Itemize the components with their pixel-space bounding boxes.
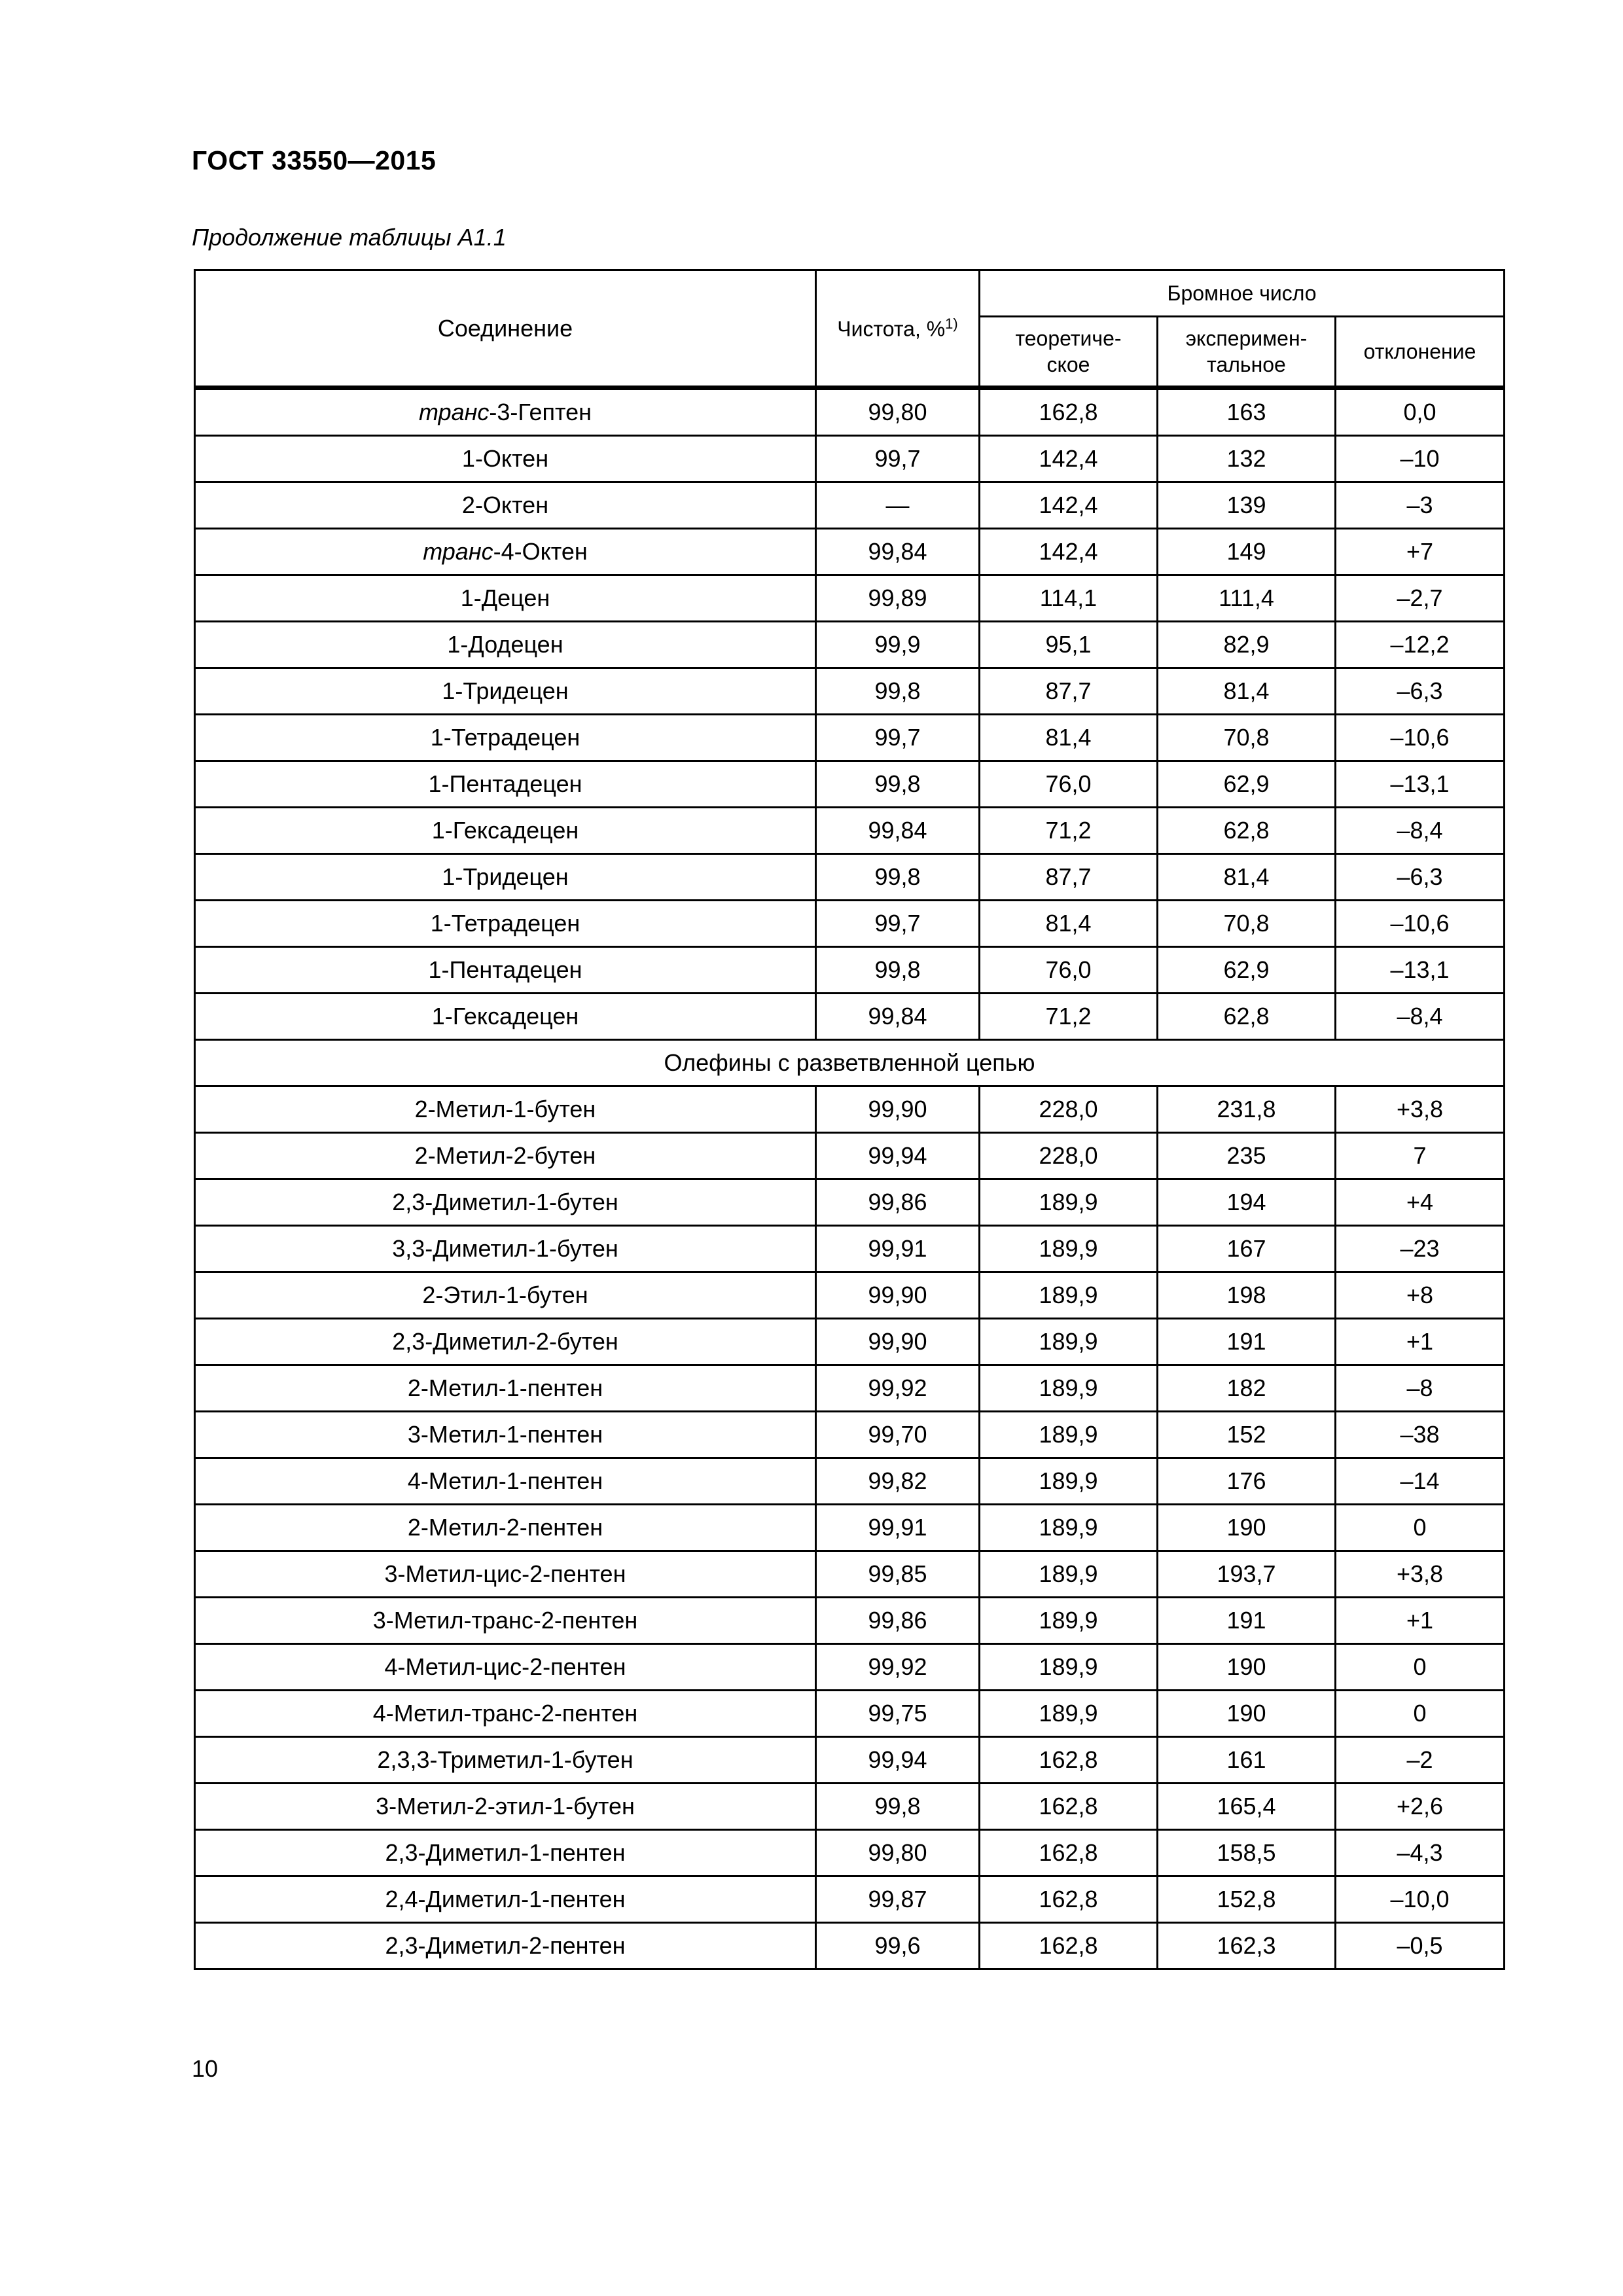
compound-label: 1-Пентадецен (428, 770, 582, 797)
theoretical-cell: 162,8 (980, 1737, 1158, 1784)
purity-cell: 99,90 (816, 1086, 980, 1133)
compound-name (195, 901, 816, 947)
experimental-cell: 194 (1158, 1179, 1336, 1226)
deviation-cell: +8 (1336, 1272, 1505, 1319)
compound-name (195, 622, 816, 668)
compound-label: 1-Тетрадецен (430, 910, 580, 937)
theoretical-cell: 189,9 (980, 1598, 1158, 1644)
table-row (195, 761, 1505, 808)
compound-name (195, 854, 816, 901)
isomer-prefix: транс (418, 399, 490, 425)
deviation-cell: –2,7 (1336, 575, 1505, 622)
compound-name: 4-Метил-цис-2-пентен (195, 1644, 816, 1691)
compound-label: 2-Октен (461, 492, 549, 518)
deviation-cell: +2,6 (1336, 1784, 1505, 1830)
theoretical-cell: 142,4 (980, 529, 1158, 575)
table-row (195, 388, 1505, 436)
page-number: 10 (192, 2055, 219, 2082)
purity-cell: 99,7 (816, 436, 980, 482)
experimental-cell: 235 (1158, 1133, 1336, 1179)
theoretical-cell: 189,9 (980, 1551, 1158, 1598)
theoretical-cell: 189,9 (980, 1365, 1158, 1412)
deviation-cell: –10,6 (1336, 715, 1505, 761)
table-row (195, 1598, 1505, 1644)
compound-name: 4-Метил-1-пентен (195, 1458, 816, 1505)
compound-label: 1-Тридецен (442, 863, 569, 890)
purity-cell: 99,89 (816, 575, 980, 622)
experimental-cell: 231,8 (1158, 1086, 1336, 1133)
table-row (195, 1226, 1505, 1272)
deviation-cell: 0,0 (1336, 388, 1505, 436)
compound-name: 2-Метил-2-пентен (195, 1505, 816, 1551)
deviation-cell: –8,4 (1336, 808, 1505, 854)
isomer-prefix: транс (423, 538, 493, 565)
experimental-cell: 191 (1158, 1598, 1336, 1644)
purity-cell: 99,8 (816, 947, 980, 994)
col-header-purity: Чистота, %$^{1)}$ (816, 270, 980, 388)
compound-name: 2,3-Диметил-2-бутен (195, 1319, 816, 1365)
compound-name (195, 715, 816, 761)
compound-name: 2-Этил-1-бутен (195, 1272, 816, 1319)
purity-cell: 99,8 (816, 854, 980, 901)
table-row (195, 994, 1505, 1040)
compound-label: 1-Тетрадецен (430, 724, 580, 751)
compound-name: 2-Метил-1-пентен (195, 1365, 816, 1412)
purity-cell: 99,80 (816, 388, 980, 436)
theoretical-cell: 76,0 (980, 947, 1158, 994)
compound-label: 1-Гексадецен (431, 817, 579, 844)
compound-label: 1-Децен (460, 584, 550, 611)
table-row (195, 575, 1505, 622)
bromine-number-table (194, 269, 1505, 1970)
theoretical-cell: 162,8 (980, 1876, 1158, 1923)
experimental-cell: 165,4 (1158, 1784, 1336, 1830)
compound-name (195, 808, 816, 854)
table-row (195, 1551, 1505, 1598)
experimental-cell: 161 (1158, 1737, 1336, 1784)
purity-cell: 99,6 (816, 1923, 980, 1969)
purity-cell: 99,7 (816, 715, 980, 761)
purity-cell: 99,75 (816, 1691, 980, 1737)
theoretical-cell: 228,0 (980, 1086, 1158, 1133)
experimental-cell: 162,3 (1158, 1923, 1336, 1969)
experimental-cell: 182 (1158, 1365, 1336, 1412)
experimental-cell: 149 (1158, 529, 1336, 575)
deviation-cell: +4 (1336, 1179, 1505, 1226)
purity-cell: 99,91 (816, 1226, 980, 1272)
deviation-cell: +7 (1336, 529, 1505, 575)
theoretical-cell: 189,9 (980, 1505, 1158, 1551)
col-header-deviation: отклонение (1336, 317, 1505, 388)
table-row (195, 1319, 1505, 1365)
purity-cell: 99,8 (816, 668, 980, 715)
theoretical-cell: 189,9 (980, 1179, 1158, 1226)
deviation-cell: –13,1 (1336, 947, 1505, 994)
table-row (195, 1784, 1505, 1830)
compound-label: 1-Гексадецен (431, 1003, 579, 1030)
purity-cell: 99,90 (816, 1319, 980, 1365)
purity-cell: 99,82 (816, 1458, 980, 1505)
deviation-cell: –6,3 (1336, 668, 1505, 715)
purity-cell: 99,84 (816, 994, 980, 1040)
table-row (195, 1365, 1505, 1412)
purity-cell: 99,92 (816, 1365, 980, 1412)
purity-cell: 99,90 (816, 1272, 980, 1319)
compound-label: 1-Пентадецен (428, 956, 582, 983)
deviation-cell: –8,4 (1336, 994, 1505, 1040)
compound-name: 2,3-Диметил-1-бутен (195, 1179, 816, 1226)
theoretical-cell: 76,0 (980, 761, 1158, 808)
deviation-cell: 0 (1336, 1691, 1505, 1737)
compound-name: 2,3-Диметил-1-пентен (195, 1830, 816, 1876)
col-header-compound: Соединение (195, 270, 816, 388)
compound-name: 2,3,3-Триметил-1-бутен (195, 1737, 816, 1784)
table-row (195, 854, 1505, 901)
experimental-cell: 191 (1158, 1319, 1336, 1365)
experimental-cell: 152,8 (1158, 1876, 1336, 1923)
table-row (195, 1691, 1505, 1737)
theoretical-cell: 71,2 (980, 808, 1158, 854)
table-row (195, 1923, 1505, 1969)
deviation-cell: 0 (1336, 1644, 1505, 1691)
theoretical-cell: 189,9 (980, 1319, 1158, 1365)
theoretical-cell: 189,9 (980, 1458, 1158, 1505)
footnote-marker: 1) (945, 315, 958, 332)
table-row (195, 715, 1505, 761)
purity-cell: 99,80 (816, 1830, 980, 1876)
table-row (195, 622, 1505, 668)
compound-name: 3-Метил-цис-2-пентен (195, 1551, 816, 1598)
theoretical-cell: 114,1 (980, 575, 1158, 622)
deviation-cell: –14 (1336, 1458, 1505, 1505)
table-row (195, 1737, 1505, 1784)
deviation-cell: –2 (1336, 1737, 1505, 1784)
compound-name (195, 947, 816, 994)
theoretical-cell: 162,8 (980, 1784, 1158, 1830)
theoretical-cell: 81,4 (980, 901, 1158, 947)
section-heading: Олефины с разветвленной цепью (195, 1040, 1505, 1086)
table-row (195, 529, 1505, 575)
document-header: ГОСТ 33550—2015 (192, 145, 437, 175)
col-header-theoretical: теоретиче- ское (980, 317, 1158, 388)
purity-cell: 99,70 (816, 1412, 980, 1458)
compound-name (195, 436, 816, 482)
compound-label: -4-Октен (493, 538, 588, 565)
purity-cell: 99,94 (816, 1737, 980, 1784)
table-row (195, 1458, 1505, 1505)
compound-name: 2-Метил-1-бутен (195, 1086, 816, 1133)
experimental-cell: 81,4 (1158, 668, 1336, 715)
theoretical-cell: 142,4 (980, 482, 1158, 529)
table-row (195, 1133, 1505, 1179)
table-row (195, 947, 1505, 994)
table-row (195, 1644, 1505, 1691)
compound-name (195, 388, 816, 436)
deviation-cell: 7 (1336, 1133, 1505, 1179)
theoretical-cell: 162,8 (980, 1923, 1158, 1969)
compound-name (195, 668, 816, 715)
compound-name (195, 994, 816, 1040)
deviation-cell: –6,3 (1336, 854, 1505, 901)
table-row (195, 1272, 1505, 1319)
compound-label: 1-Тридецен (442, 677, 569, 704)
table-row (195, 808, 1505, 854)
theoretical-cell: 142,4 (980, 436, 1158, 482)
col-header-experimental: эксперимен- тальное (1158, 317, 1336, 388)
compound-name: 3-Метил-1-пентен (195, 1412, 816, 1458)
theoretical-cell: 189,9 (980, 1412, 1158, 1458)
compound-name: 4-Метил-транс-2-пентен (195, 1691, 816, 1737)
deviation-cell: –3 (1336, 482, 1505, 529)
theoretical-cell: 87,7 (980, 668, 1158, 715)
table-body (195, 388, 1505, 1969)
experimental-cell: 139 (1158, 482, 1336, 529)
table-row (195, 1086, 1505, 1133)
theoretical-cell: 189,9 (980, 1226, 1158, 1272)
table-row (195, 668, 1505, 715)
purity-cell: 99,85 (816, 1551, 980, 1598)
experimental-cell: 81,4 (1158, 854, 1336, 901)
purity-cell: 99,94 (816, 1133, 980, 1179)
deviation-cell: –10 (1336, 436, 1505, 482)
experimental-cell: 190 (1158, 1644, 1336, 1691)
deviation-cell: –23 (1336, 1226, 1505, 1272)
deviation-cell: +3,8 (1336, 1086, 1505, 1133)
purity-cell: 99,92 (816, 1644, 980, 1691)
purity-cell: 99,86 (816, 1179, 980, 1226)
table-row (195, 1505, 1505, 1551)
experimental-cell: 167 (1158, 1226, 1336, 1272)
compound-label: 1-Додецен (447, 631, 563, 658)
experimental-cell: 70,8 (1158, 715, 1336, 761)
deviation-cell: –10,6 (1336, 901, 1505, 947)
table-row (195, 436, 1505, 482)
table-row (195, 1830, 1505, 1876)
theoretical-cell: 189,9 (980, 1644, 1158, 1691)
compound-name: 3-Метил-транс-2-пентен (195, 1598, 816, 1644)
deviation-cell: –10,0 (1336, 1876, 1505, 1923)
experimental-cell: 190 (1158, 1691, 1336, 1737)
theoretical-cell: 162,8 (980, 388, 1158, 436)
deviation-cell: +3,8 (1336, 1551, 1505, 1598)
purity-cell: 99,91 (816, 1505, 980, 1551)
compound-name: 2,4-Диметил-1-пентен (195, 1876, 816, 1923)
table-row (195, 901, 1505, 947)
deviation-cell: –4,3 (1336, 1830, 1505, 1876)
purity-cell: 99,8 (816, 1784, 980, 1830)
purity-cell: — (816, 482, 980, 529)
table-caption: Продолжение таблицы А1.1 (192, 224, 507, 251)
experimental-cell: 70,8 (1158, 901, 1336, 947)
compound-label: -3-Гептен (489, 399, 592, 425)
table-row (195, 1179, 1505, 1226)
theoretical-cell: 95,1 (980, 622, 1158, 668)
experimental-cell: 82,9 (1158, 622, 1336, 668)
compound-name (195, 482, 816, 529)
deviation-cell: –13,1 (1336, 761, 1505, 808)
experimental-cell: 163 (1158, 388, 1336, 436)
table-row (195, 1876, 1505, 1923)
experimental-cell: 62,8 (1158, 808, 1336, 854)
compound-label: 1-Октен (461, 445, 549, 472)
table-row (195, 482, 1505, 529)
deviation-cell: +1 (1336, 1319, 1505, 1365)
experimental-cell: 111,4 (1158, 575, 1336, 622)
compound-name (195, 761, 816, 808)
compound-name: 3-Метил-2-этил-1-бутен (195, 1784, 816, 1830)
experimental-cell: 176 (1158, 1458, 1336, 1505)
compound-name: 3,3-Диметил-1-бутен (195, 1226, 816, 1272)
compound-name: 2,3-Диметил-2-пентен (195, 1923, 816, 1969)
theoretical-cell: 162,8 (980, 1830, 1158, 1876)
theoretical-cell: 189,9 (980, 1272, 1158, 1319)
experimental-cell: 198 (1158, 1272, 1336, 1319)
experimental-cell: 152 (1158, 1412, 1336, 1458)
deviation-cell: –38 (1336, 1412, 1505, 1458)
compound-name (195, 529, 816, 575)
experimental-cell: 62,9 (1158, 947, 1336, 994)
col-header-bromine-number: Бромное число (980, 270, 1505, 317)
theoretical-cell: 81,4 (980, 715, 1158, 761)
experimental-cell: 193,7 (1158, 1551, 1336, 1598)
purity-cell: 99,7 (816, 901, 980, 947)
experimental-cell: 62,9 (1158, 761, 1336, 808)
purity-cell: 99,87 (816, 1876, 980, 1923)
experimental-cell: 62,8 (1158, 994, 1336, 1040)
table-row (195, 1412, 1505, 1458)
deviation-cell: –12,2 (1336, 622, 1505, 668)
purity-cell: 99,8 (816, 761, 980, 808)
deviation-cell: –8 (1336, 1365, 1505, 1412)
section-row (195, 1040, 1505, 1086)
theoretical-cell: 71,2 (980, 994, 1158, 1040)
experimental-cell: 158,5 (1158, 1830, 1336, 1876)
deviation-cell: +1 (1336, 1598, 1505, 1644)
theoretical-cell: 228,0 (980, 1133, 1158, 1179)
deviation-cell: –0,5 (1336, 1923, 1505, 1969)
purity-cell: 99,9 (816, 622, 980, 668)
compound-name (195, 575, 816, 622)
theoretical-cell: 189,9 (980, 1691, 1158, 1737)
compound-name: 2-Метил-2-бутен (195, 1133, 816, 1179)
experimental-cell: 132 (1158, 436, 1336, 482)
theoretical-cell: 87,7 (980, 854, 1158, 901)
purity-cell: 99,84 (816, 529, 980, 575)
purity-cell: 99,86 (816, 1598, 980, 1644)
deviation-cell: 0 (1336, 1505, 1505, 1551)
experimental-cell: 190 (1158, 1505, 1336, 1551)
purity-cell: 99,84 (816, 808, 980, 854)
